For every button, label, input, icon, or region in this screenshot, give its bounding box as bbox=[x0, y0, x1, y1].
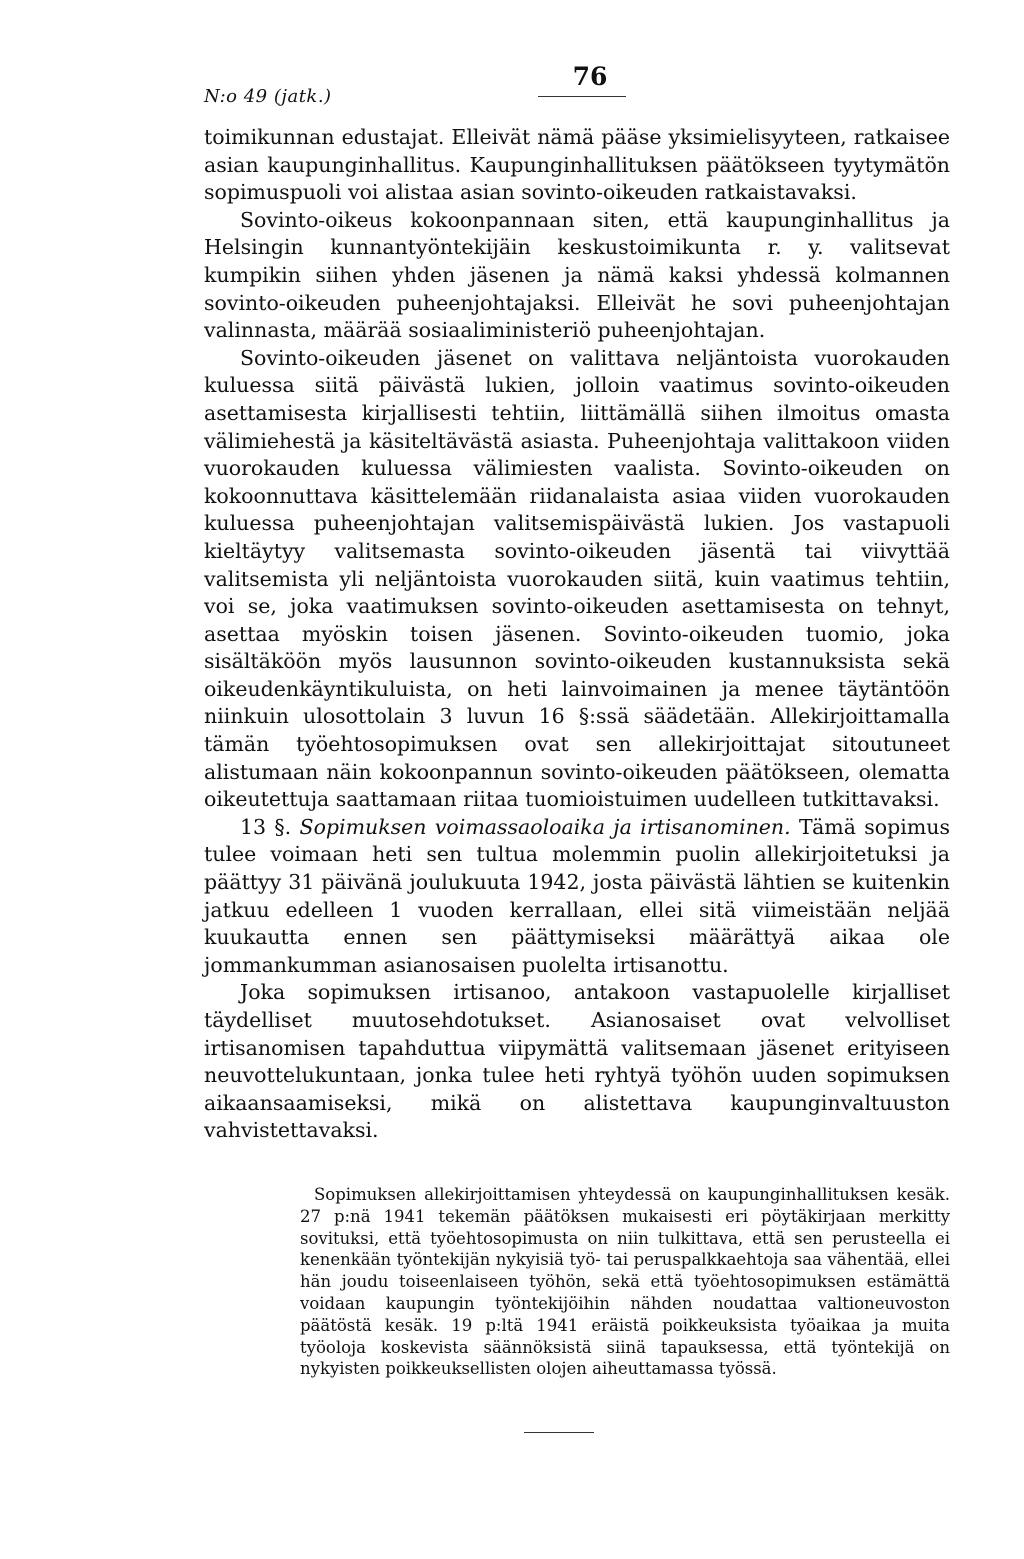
footnote-end-rule bbox=[524, 1432, 594, 1433]
main-text bbox=[204, 124, 950, 1145]
paragraph-5: Joka sopimuksen irtisanoo, antakoon vastapuolelle kirjalliset täydelliset muutosehdotukset. Asianosaiset ovat velvolliset irtisanomisen tapahduttua viipymättä valitsemaan jäsenet erityiseen neuvottelukuntaan, jonka tulee heti ryhtyä työhön uuden sopimuksen aikaansaamiseksi, mikä on alistettava kaupunginvaltuuston vahvistettavaksi. bbox=[204, 980, 950, 1143]
paragraph-2: Sovinto-oikeus kokoonpannaan siten, että kaupunginhallitus ja Helsingin kunnantyöntekijäin keskustoimikunta r. y. valitsevat kumpikin siihen yhden jäsenen ja nämä kaksi yhdessä kolmannen sovinto-oikeuden puheenjohtajaksi. Elleivät he sovi puheenjohtajan valinnasta, määrää sosiaaliministeriö puheenjohtajan. bbox=[204, 207, 950, 343]
paragraph-1: toimikunnan edustajat. Elleivät nämä pääse yksimielisyyteen, ratkaisee asian kaupunginhallitus. Kaupunginhallituksen päätökseen tyytymätön sopimuspuoli voi alistaa asian sovinto-oikeuden ratkaistavaksi. bbox=[204, 125, 950, 205]
page-number-rule bbox=[538, 96, 626, 97]
running-head-reference: N:o 49 (jatk.) bbox=[204, 86, 332, 107]
section-heading: Sopimuksen voimassaoloaika ja irtisanominen. bbox=[299, 814, 791, 839]
footnote bbox=[300, 1184, 950, 1380]
section-13-paragraph bbox=[204, 814, 950, 980]
page-number: 76 bbox=[572, 62, 608, 91]
footnote-text: Sopimuksen allekirjoittamisen yhteydessä on kaupunginhallituksen kesäk. 27 p:nä 1941 tekemän päätöksen mukaisesti eri pöytäkirjaan merkitty sovituksi, että työehtosopimusta on niin tulkittava, että sen perusteella ei kenenkään työntekijän nykyisiä työ- tai peruspalkkaehtoja saa vähentää, ellei hän joudu toiseenlaiseen työhön, sekä että työehtosopimuksen estämättä voidaan kaupungin työntekijöihin nähden noudattaa valtioneuvoston päätöstä kesäk. 19 p:ltä 1941 eräistä poikkeuksista työaikaa ja muita työoloja koskevista säännöksistä siinä tapauksessa, että työntekijä on nykyisten poikkeuksellisten olojen aiheuttamassa työssä. bbox=[300, 1185, 950, 1379]
section-number: 13 §. bbox=[240, 814, 292, 839]
paragraph-3: Sovinto-oikeuden jäsenet on valittava neljäntoista vuorokauden kuluessa siitä päivästä lukien, jolloin vaatimus sovinto-oikeuden asettamisesta kirjallisesti tehtiin, liittämällä siihen ilmoitus omasta välimiehestä ja käsiteltävästä asiasta. Puheenjohtaja valittakoon viiden vuorokauden kuluessa välimiesten vaalista. Sovinto-oikeuden on kokoonnuttava käsittelemään riidanalaista asiaa viiden vuorokauden kuluessa puheenjohtajan valitsemispäivästä lukien. Jos vastapuoli kieltäytyy valitsemasta sovinto-oikeuden jäsentä tai viivyttää valitsemista yli neljäntoista vuorokauden siitä, kuin vaatimus tehtiin, voi se, joka vaatimuksen sovinto-oikeuden asettamisesta on tehnyt, asettaa myöskin toisen jäsenen. Sovinto-oikeuden tuomio, joka sisältäköön myös lausunnon sovinto-oikeuden kustannuksista sekä oikeudenkäyntikuluista, on heti lainvoimainen ja menee täytäntöön niinkuin ulosottolain 3 luvun 16 §:ssä säädetään. Allekirjoittamalla tämän työehtosopimuksen ovat sen allekirjoittajat sitoutuneet alistumaan näin kokoonpannun sovinto-oikeuden päätökseen, olematta oikeutettuja saattamaan riitaa tuomioistuimen uudelleen tutkittavaksi. bbox=[204, 345, 950, 812]
section-13-text: Tämä sopimus tulee voimaan heti sen tultua molemmin puolin allekirjoitetuksi ja päättyy 31 päivänä joulukuuta 1942, josta päivästä lähtien se kuitenkin jatkuu edelleen 1 vuoden kerrallaan, ellei sitä viimeistään neljää kuukautta ennen sen päättymiseksi määrättyä aikaa ole jommankumman asianosaisen puolelta irtisanottu. bbox=[204, 814, 950, 977]
